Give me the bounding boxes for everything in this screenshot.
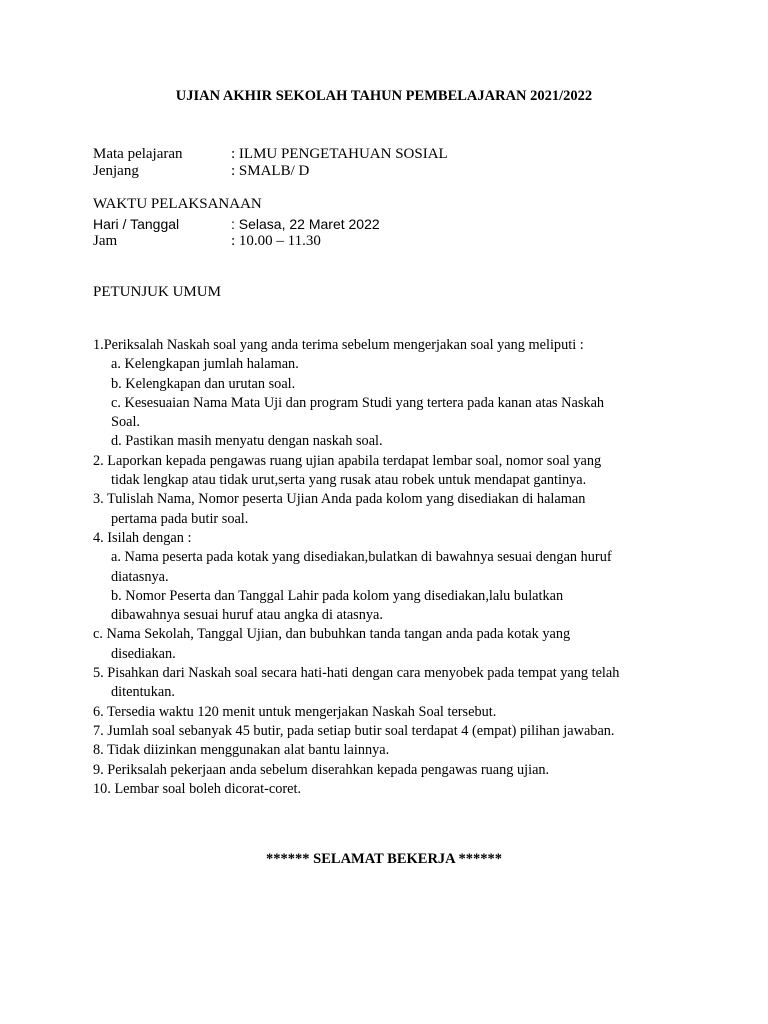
time-label: Jam: [93, 233, 118, 249]
instruction-line: a. Kelengkapan jumlah halaman.: [111, 356, 299, 373]
instruction-line: 6. Tersedia waktu 120 menit untuk mengerjakan Naskah Soal tersebut.: [93, 703, 497, 720]
instruction-line: c. Kesesuaian Nama Mata Uji dan program Studi yang tertera pada kanan atas Naskah: [111, 394, 605, 411]
instruction-line: 5. Pisahkan dari Naskah soal secara hati-hati dengan cara menyobek pada tempat yang telah: [93, 665, 620, 682]
instruction-line: diatasnya.: [111, 568, 169, 585]
date-label: Hari / Tanggal: [93, 216, 180, 232]
general-instructions-heading: PETUNJUK UMUM: [93, 284, 221, 300]
instruction-line: 1.Periksalah Naskah soal yang anda terima sebelum mengerjakan soal yang meliputi :: [93, 337, 584, 353]
instruction-line: 8. Tidak diizinkan menggunakan alat bantu lainnya.: [93, 742, 390, 759]
instruction-line: 2. Laporkan kepada pengawas ruang ujian apabila terdapat lembar soal, nomor soal yang: [93, 452, 602, 469]
date-value: : Selasa, 22 Maret 2022: [231, 216, 380, 232]
document-title: UJIAN AKHIR SEKOLAH TAHUN PEMBELAJARAN 2021/2022: [175, 88, 593, 104]
instruction-line: dibawahnya sesuai huruf atau angka di atasnya.: [111, 607, 383, 624]
instruction-line: c. Nama Sekolah, Tanggal Ujian, dan bubuhkan tanda tangan anda pada kotak yang: [93, 626, 571, 643]
instruction-line: disediakan.: [111, 645, 176, 662]
instruction-line: 7. Jumlah soal sebanyak 45 butir, pada setiap butir soal terdapat 4 (empat) pilihan jawaban.: [93, 722, 615, 739]
instruction-line: 10. Lembar soal boleh dicorat-coret.: [93, 780, 302, 797]
instruction-line: 3. Tulislah Nama, Nomor peserta Ujian Anda pada kolom yang disediakan di halaman: [93, 491, 586, 508]
schedule-heading: WAKTU PELAKSANAAN: [93, 196, 262, 212]
subject-value: : ILMU PENGETAHUAN SOSIAL: [231, 146, 448, 162]
level-label: Jenjang: [93, 163, 139, 179]
level-row: [93, 163, 309, 180]
instruction-line: Soal.: [111, 414, 140, 431]
instruction-line: 9. Periksalah pekerjaan anda sebelum diserahkan kepada pengawas ruang ujian.: [93, 761, 550, 778]
instruction-line: b. Nomor Peserta dan Tanggal Lahir pada kolom yang disediakan,lalu bulatkan: [111, 587, 564, 604]
date-row: [93, 216, 380, 234]
subject-label: Mata pelajaran: [93, 146, 183, 162]
time-value: : 10.00 – 11.30: [231, 233, 321, 249]
subject-row: [93, 146, 448, 163]
time-row: [93, 233, 321, 250]
instructions-list: [93, 336, 693, 799]
instruction-line: b. Kelengkapan dan urutan soal.: [111, 375, 296, 392]
instruction-line: ditentukan.: [111, 684, 175, 701]
level-value: : SMALB/ D: [231, 163, 310, 179]
instruction-line: tidak lengkap atau tidak urut,serta yang rusak atau robek untuk mendapat gantinya.: [111, 472, 587, 489]
instruction-line: d. Pastikan masih menyatu dengan naskah soal.: [111, 433, 383, 450]
instruction-line: pertama pada butir soal.: [111, 510, 249, 527]
instruction-line: 4. Isilah dengan :: [93, 529, 192, 546]
instruction-line: a. Nama peserta pada kotak yang disediakan,bulatkan di bawahnya sesuai dengan huruf: [111, 549, 612, 566]
closing-message: ****** SELAMAT BEKERJA ******: [266, 851, 502, 867]
